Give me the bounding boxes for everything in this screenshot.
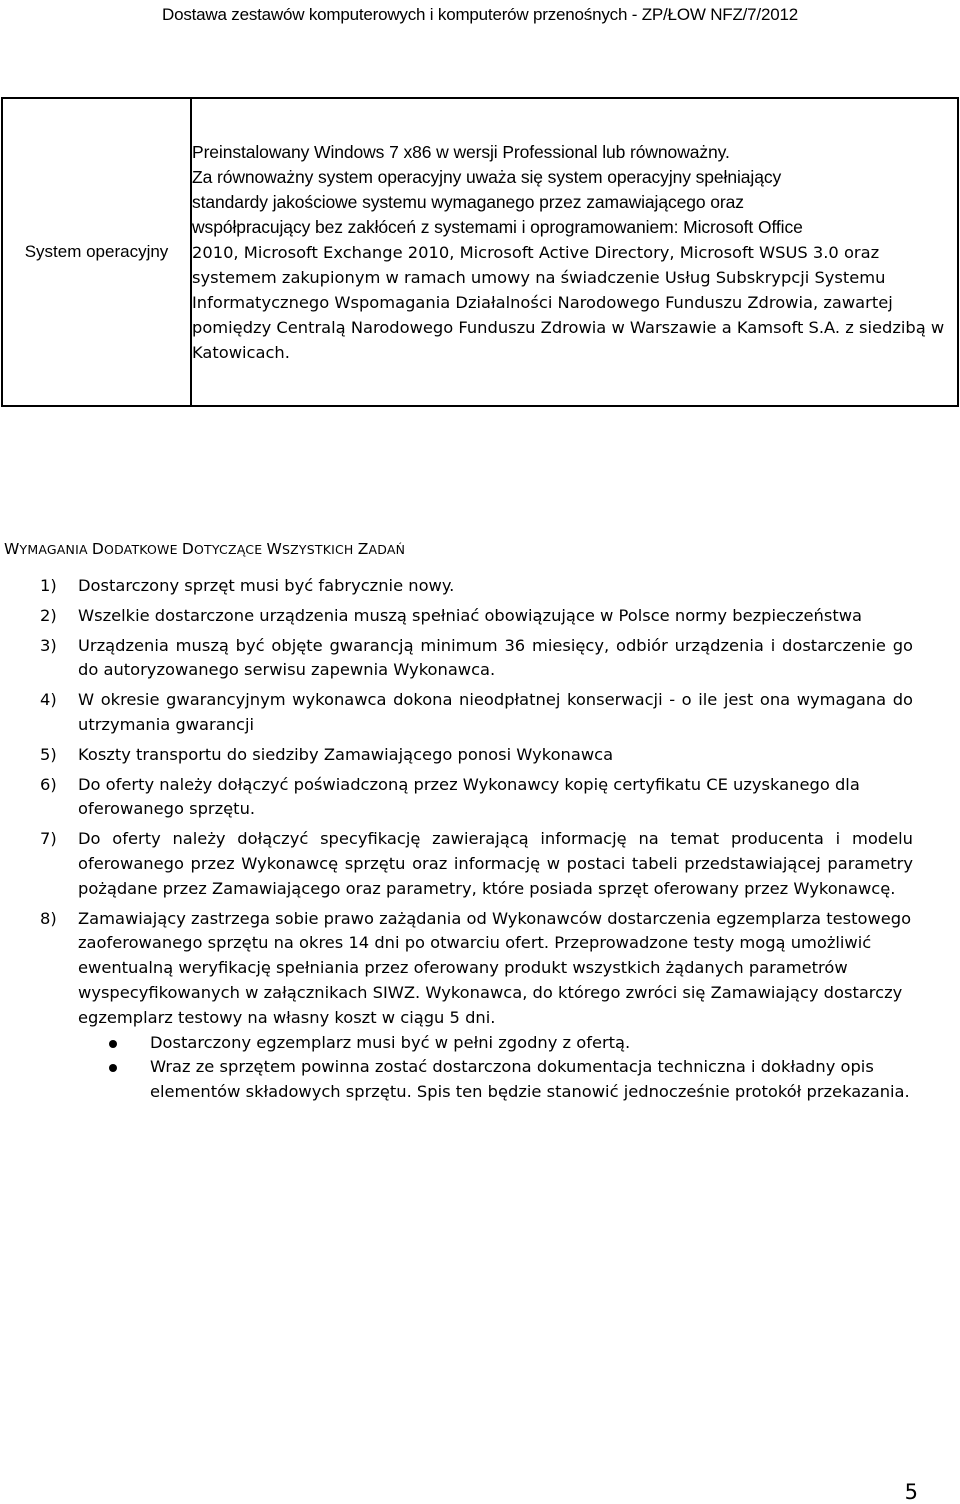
requirement-text: Koszty transportu do siedziby Zamawiającego ponosi Wykonawca <box>78 744 614 764</box>
requirement-number: 8) <box>40 908 57 928</box>
requirement-item <box>40 604 913 629</box>
requirement-number: 4) <box>40 690 57 710</box>
document-header: Dostawa zestawów komputerowych i komputerów przenośnych - ZP/ŁOW NFZ/7/2012 <box>162 5 798 24</box>
requirement-number: 3) <box>40 635 57 655</box>
spec-line: współpracujący bez zakłóceń z systemami i oprogramowaniem: Microsoft Office <box>192 216 803 237</box>
requirement-item <box>40 773 913 823</box>
spec-content <box>191 98 958 406</box>
requirement-item <box>40 907 913 1105</box>
spec-row <box>2 98 958 406</box>
requirement-number: 2) <box>40 605 57 625</box>
bullet-item: Wraz ze sprzętem powinna zostać dostarczona dokumentacja techniczna i dokładny opis elementów składowych sprzętu. Spis ten będzie stanowić jednocześnie protokół przekazania. <box>78 1055 913 1105</box>
requirement-text: Urządzenia muszą być objęte gwarancją minimum 36 miesięcy, odbiór urządzenia i dostarczenie go do autoryzowanego serwisu zapewnia Wykonawca. <box>78 635 913 680</box>
requirements-list <box>40 574 913 1110</box>
requirement-item <box>40 634 913 684</box>
requirement-text: Dostarczony sprzęt musi być fabrycznie nowy. <box>78 576 455 595</box>
page-number: 5 <box>904 1480 918 1504</box>
spec-label: System operacyjny <box>2 98 191 406</box>
section-title: WYMAGANIA DODATKOWE DOTYCZĄCE WSZYSTKICH ZADAŃ <box>4 540 406 558</box>
requirement-number: 1) <box>40 576 57 595</box>
requirement-number: 5) <box>40 744 57 764</box>
requirement-number: 6) <box>40 774 57 794</box>
spec-text-rest: 2010, Microsoft Exchange 2010, Microsoft Active Directory, Microsoft WSUS 3.0 oraz systemem zakupionym w ramach umowy na świadczenie Usług Subskrypcji Systemu Informatycznego Wspomagania Działalności Narodowego Funduszu Zdrowia, zawartej pomiędzy Centralą Narodowego Funduszu Zdrowia w Warszawie a Kamsoft S.A. z siedzibą w Katowicach. <box>192 242 945 362</box>
requirement-text: W okresie gwarancyjnym wykonawca dokona nieodpłatnej konserwacji - o ile jest ona wymagana do utrzymania gwarancji <box>78 690 913 734</box>
requirement-item <box>40 574 913 599</box>
requirement-text: Do oferty należy dołączyć specyfikację zawierającą informację na temat producenta i modelu oferowanego przez Wykonawcę sprzętu oraz informację w postaci tabeli przedstawiającej parametry pożądane przez Zamawiającego oraz parametry, które posiada sprzęt oferowany przez Wykonawcę. <box>78 829 913 898</box>
spec-table <box>1 97 959 407</box>
spec-line: Za równoważny system operacyjny uważa się system operacyjny spełniający <box>192 166 782 187</box>
requirement-text: Wszelkie dostarczone urządzenia muszą spełniać obowiązujące w Polsce normy bezpieczeństwa <box>78 605 862 625</box>
bullet-dot-icon <box>109 1064 117 1072</box>
requirement-item <box>40 827 913 901</box>
bullet-dot-icon <box>109 1040 117 1048</box>
requirement-item <box>40 688 913 738</box>
spec-line: Preinstalowany Windows 7 x86 w wersji Professional lub równoważny. <box>192 141 730 162</box>
requirement-item <box>40 743 913 768</box>
requirement-text: Zamawiający zastrzega sobie prawo zażądania od Wykonawców dostarczenia egzemplarza testowego zaoferowanego sprzętu na okres 14 dni po otwarciu ofert. Przeprowadzone testy mogą umożliwić ewentualną weryfikację spełniania przez oferowany produkt wszystkich żądanych parametrów wyspecyfikowanych w załącznikach SIWZ. Wykonawca, do którego zwróci się Zamawiający dostarczy egzemplarz testowy na własny koszt w ciągu 5 dni. <box>78 908 912 1027</box>
requirement-text: Do oferty należy dołączyć poświadczoną przez Wykonawcy kopię certyfikatu CE uzyskanego dla oferowanego sprzętu. <box>78 774 860 819</box>
spec-line: standardy jakościowe systemu wymaganego przez zamawiającego oraz <box>192 191 744 212</box>
requirement-number: 7) <box>40 829 57 849</box>
bullet-list <box>78 1031 913 1105</box>
bullet-item: Dostarczony egzemplarz musi być w pełni zgodny z ofertą. <box>78 1031 913 1056</box>
